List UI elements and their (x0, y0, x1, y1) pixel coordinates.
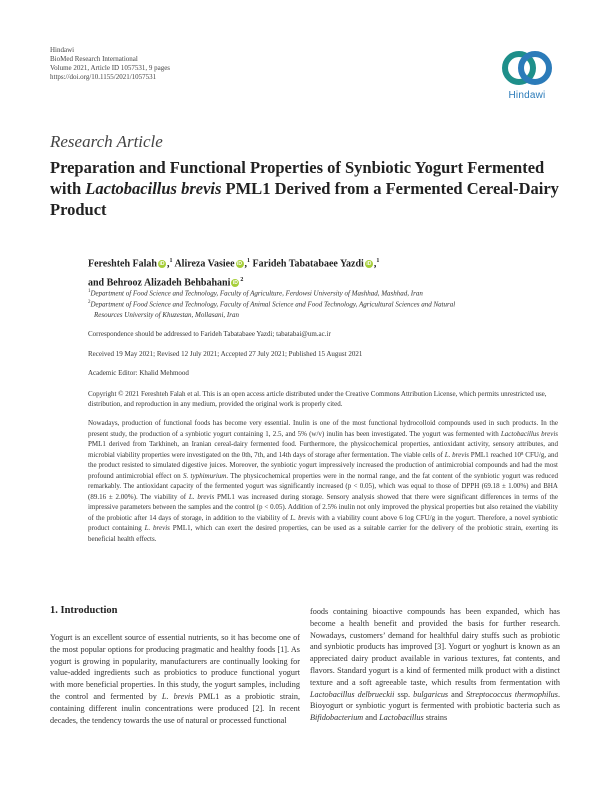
journal-meta (50, 46, 310, 82)
article-title: Preparation and Functional Properties of Synbiotic Yogurt Fermented with Lactobacillus brevis PML1 Derived from a Fermented Cereal-Dairy Product (50, 158, 559, 219)
author-list: Fereshteh Falah iD ,$^1$ Alireza Vasiee iD ,$^1$ Farideh Tabatabaee Yazdi iD ,$^1$ and Behrooz Alizadeh Behbahani $iD^2$ (88, 258, 380, 289)
author-name[interactable]: Farideh Tabatabaee Yazdi (252, 258, 364, 270)
hindawi-logo-icon (496, 46, 558, 90)
affiliation-2-cont: Resources University of Khuzestan, Mollasani, Iran (94, 310, 239, 319)
article-type: Research Article (50, 132, 163, 151)
logo-word: Hindawi (508, 90, 546, 101)
author-name[interactable]: Fereshteh Falah (88, 258, 157, 270)
affiliation-1: $^1$Department of Food Science and Technology, Faculty of Agriculture, Ferdowsi University of Mashhad, Mashhad, Iran (88, 289, 423, 298)
orcid-icon[interactable]: iD (237, 261, 243, 268)
abstract: Nowadays, production of functional foods has become very essential. Inulin is one of the most functional hydrocolloid compounds used in such products. In the present study, the production of a synbiotic yogurt containing 1, 2.5, and 5% (w/v) inulin has been investigated. The yogurt was fermented with Lactobacillus brevis PML1 derived from Tarkhineh, an Iranian cereal-dairy fermented food. Furthermore, the physicochemical properties, antioxidant activity, sensory attributes, and microbial viability properties were investigated on the 0th, 7th, and 14th days of storage after fermentation. The viable cells of L. brevis PML1 reached 10⁸ CFU/g, and the product resisted to simulated digestive juices. Moreover, the synbiotic yogurt impressively increased the production of antimicrobial compounds and had the most profound antimicrobial effect on S. typhimurium. The physicochemical properties were in the normal range, and the fat content of the synbiotic yogurt was reduced remarkably. The antioxidant capacity of the fermented yogurt was significantly increased (p < 0.05), which was equal to those of DPPH (69.18 ± 1.00%) and BHA (89.16 ± 2.00%). The viability of L. brevis PML1 was increased during storage. Sensory analysis showed that there were significant differences in terms of the impressive parameters between the samples and the control (p < 0.05). Addition of 2.5% inulin not only improved the physical properties but also retained the viability of the probiotic after 14 days of storage, in addition to the viability of L. brevis with a viability count above 6 log CFU/g in the yogurt. Therefore, a novel synbiotic product containing L. brevis PML1, which can exert the desired properties, can be used as a suitable carrier for the delivery of the probiotic strain, exerting its beneficial health effects. (88, 419, 559, 543)
publisher-name: Hindawi (50, 46, 75, 54)
section-heading: 1. Introduction (50, 605, 118, 616)
correspondence: Correspondence should be addressed to Farideh Tabatabaee Yazdi; tabatabai@um.ac.ir (88, 330, 331, 338)
author-name[interactable]: Alireza Vasiee (174, 258, 235, 270)
author-name[interactable]: Behrooz Alizadeh Behbahani (106, 277, 231, 289)
copyright-notice: Copyright © 2021 Fereshteh Falah et al. This is an open access article distributed under the Creative Commons Attribution License, which permits unrestricted use, distribution, and reproduction in any medium, provided the original work is properly cited. (88, 390, 547, 408)
body-column-right: foods containing bioactive compounds has been expanded, which has become a health benefit and provided the basis for further research. Nowadays, customers’ demand for healthful dairy stuffs such as probiotic and synbiotic products has improved [3]. Yogurt or yoghurt is known as an appreciated dairy product available in various textures, fat contents, and flavors. Standard yogurt is a kind of fermented milk product with a distinct texture and a soft agreeable taste, which results from fermentation with Lactobacillus delbrueckii ssp. bulgaricus and Streptococcus thermophilus. Bioyogurt or synbiotic yogurt is fermented with probiotic bacteria such as Bifidobacterium and Lactobacillus strains (310, 607, 560, 723)
orcid-icon[interactable]: iD (159, 261, 165, 268)
journal-name: BioMed Research International (50, 55, 138, 63)
affiliation-2: $^2$Department of Food Science and Technology, Faculty of Animal Science and Food Technology, Agricultural Sciences and Natural (88, 300, 456, 309)
publication-dates: Received 19 May 2021; Revised 12 July 2021; Accepted 27 July 2021; Published 15 August 2021 (88, 350, 363, 358)
hindawi-logo (496, 46, 558, 108)
volume-line: Volume 2021, Article ID 1057531, 9 pages (50, 64, 171, 72)
affiliations (88, 287, 558, 320)
body-column-left: Yogurt is an excellent source of essential nutrients, so it has become one of the most popular options for producing pragmatic and healthy foods [1]. As yogurt is growing in popularity, manufacturers are continually looking for value-added ingredients such as probiotics to produce functional yogurt with more beneficial properties. In this study, the yogurt samples, including the control and fermented by L. brevis PML1 as a probiotic strain, containing different inulin concentrations were produced [2]. In recent decades, the tendency towards the use of natural or processed functional (50, 633, 300, 725)
academic-editor: Academic Editor: Khalid Mehmood (88, 369, 189, 377)
orcid-icon[interactable]: iD (232, 280, 238, 287)
orcid-icon[interactable]: iD (366, 261, 372, 268)
doi-link[interactable]: https://doi.org/10.1155/2021/1057531 (50, 73, 157, 81)
